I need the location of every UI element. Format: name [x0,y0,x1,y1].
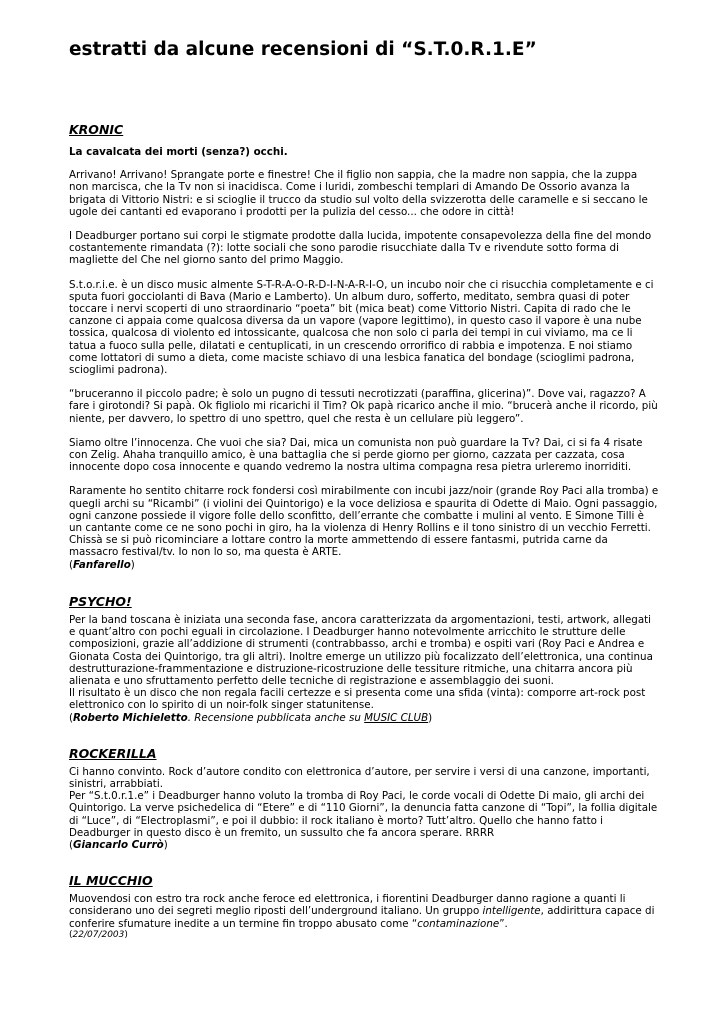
author-name: Giancarlo Currò [73,838,164,851]
text-run: , addirittura capace di conferire sfumature inedite a un termine fin troppo abusato come “ [69,905,655,930]
paragraph: I Deadburger portano sui corpi le stigmate prodotte dalla lucida, impotente consapevolezza della fine del mondo costantemente rimandata (?): lotte sociali che sono parodie risucchiate dalla Tv e rivendute sotto forma di magliette del Che nel giorno santo del primo Maggio. [69,230,652,267]
document-page [69,38,659,941]
paragraph: Per “S.t.0.r.1.e” i Deadburger hanno voluto la tromba di Roy Paci, le corde vocali di Odette Di maio, gli archi dei Quintorigo. La verve psichedelica di “Etere” e di “110 Giorni”, la denuncia fatta canzone di “Topi”, la follia digitale di “Luce”, di “Electroplasmi”, e poi il dubbio: il rock italiano è morto? Tutt’altro. Quello che hanno fatto i Deadburger in questo disco è un fremito, un sussulto che fa ancora sperare. RRRR [69,790,658,839]
text-run: Muovendosi con estro tra rock anche feroce ed elettronica, i fiorentini Deadburger danno ragione a quanti li considerano uno dei segreti meglio riposti dell’underground italiano. Un gruppo [69,893,626,918]
section-heading-rockerilla: ROCKERILLA [69,745,157,761]
paragraph: S.t.o.r.i.e. è un disco music almente S-T-R-A-O-R-D-I-N-A-R-I-O, un incubo noir che ci risucchia completamente e ci sputa fuori gocciolanti di Bava (Mario e Lamberto). Un album duro, sofferto, meditato, sembra quasi di poter toccare i nervi scoperti di uno straordinario “poeta” bit (mica beat) come Vittorio Nistri. Capita di rado che le canzone ci appaia come qualcosa diversa da un vapore (vapore legittimo), in questo caso il vapore è una nube tossica, qualcosa di violento ed intossicante, qualcosa che non solo ci parla dei tempi in cui viviamo, ma ce li tatua a fuoco sulla pelle, dilatati e centuplicati, in un crescendo orrorifico di rabbia e impotenza. E noi stiamo come lottatori di sumo a dieta, come maciste schiavo di una lesbica fanatica del bondage (scioglimi padrona, scioglimi padrona). [69,278,654,377]
paragraph: Siamo oltre l’innocenza. Che vuoi che sia? Dai, mica un comunista non può guardare la Tv? Dai, ci si fa 4 risate con Zelig. Ahaha tranquillo amico, è una battaglia che si perde giorno per giorno, cazzata per cazzata, cosa innocente dopo cosa innocente e quando vedremo la nostra ultima compagna resa pietra urleremo inorriditi. [69,436,643,474]
review-subheading: La cavalcata dei morti (senza?) occhi. [69,146,288,158]
publication-note: . Recensione pubblicata anche su [187,711,365,724]
music-club-link[interactable]: MUSIC CLUB [364,711,429,724]
paragraph: Raramente ho sentito chitarre rock fondersi così mirabilmente con incubi jazz/noir (grande Roy Paci alla tromba) e quegli archi su “Ricambi” (i violini dei Quintorigo) e la voce deliziosa e spaurita di Odette di Maio. Ogni passaggio, ogni canzone possiede il vigore folle dello sconfitto, dell’errante che combatte i mulini al vento. E Simone Tilli è un cantante come ce ne sono pochi in giro, ha la violenza di Henry Rollins e il tono sinistro di un vecchio Ferretti. Chissà se si può ricominciare a lottare contro la morte ammettendo di essere fantasmi, putrida carne da massacro festival/tv. Io non lo so, ma questa è ARTE. [69,485,659,559]
paragraph: Ci hanno convinto. Rock d’autore condito con elettronica d’autore, per servire i versi di una canzone, importanti, sinistri, arrabbiati. [69,765,650,790]
text-run-italic: intelligente [482,905,541,918]
review-author: (Fanfarello) [69,558,135,571]
paragraph: Il risultato è un disco che non regala facili certezze e si presenta come una sfida (vinta): comporre art-rock post elettronico con lo spirito di un noir-folk singer statunitense. [69,687,646,712]
section-psycho [69,594,659,724]
page-title: estratti da alcune recensioni di “S.T.0.R.1.E” [69,39,537,60]
date-value: 22/07/2003 [72,929,125,940]
paragraph: Per la band toscana è iniziata una seconda fase, ancora caratterizzata da argomentazioni, testi, artwork, allegati e quant’altro con pochi eguali in circolazione. I Deadburger hanno notevolmente arricchito le strutture delle composizioni, grazie all’addizione di strumenti (contrabbasso, archi e tromba) e ospiti vari (Roy Paci e Andrea e Gionata Costa dei Quintorigo, tra gli altri). Inoltre emerge un utilizzo più focalizzato dell’elettronica, una continua destrutturazione-frammentazione e distruzione-ricostruzione delle tessiture ritmiche, una chitarra ancora più alienata e uno sfruttamento perfetto delle tecniche di registrazione e assemblaggio dei suoni. [69,613,653,687]
author-name: Fanfarello [73,558,131,571]
paragraph [69,893,659,930]
section-rockerilla [69,746,659,851]
paragraph: Arrivano! Arrivano! Sprangate porte e finestre! Che il figlio non sappia, che la madre non sappia, che la zuppa non marcisca, che la Tv non si inacidisca. Come i luridi, zombeschi templari di Amando De Ossorio avanza la brigata di Vittorio Nistri: e si scioglie il trucco da studio sul volto della svizzerotta delle caramelle e si seccano le ugole dei cantanti ed evaporano i prodotti per la pulizia del cesso... che odore in città! [69,169,648,218]
review-author: (Roberto Michieletto. Recensione pubblicata anche su MUSIC CLUB) [69,711,433,724]
author-name: Roberto Michieletto [73,711,188,724]
paragraph: “bruceranno il piccolo padre; è solo un pugno di tessuti necrotizzati (paraffina, glicerina)”. Dove vai, ragazzo? A fare i girotondi? Si papà. Ok figliolo mi ricarichi il Tim? Ok papà ricarico anche il mio. “brucerà anche il ricordo, più niente, per davvero, lo spettro di uno spettro, quel che resta è un cellulare più leggero”. [69,388,658,425]
section-heading-mucchio: IL MUCCHIO [69,873,153,889]
text-run: ”. [499,917,508,930]
section-heading-psycho: PSYCHO! [69,593,132,609]
text-run-italic: contaminazione [417,917,500,930]
section-kronic [69,122,659,571]
section-heading-kronic: KRONIC [69,122,124,137]
review-date: (22/07/2003) [69,929,128,940]
section-mucchio [69,873,659,941]
review-author: (Giancarlo Currò) [69,838,168,851]
